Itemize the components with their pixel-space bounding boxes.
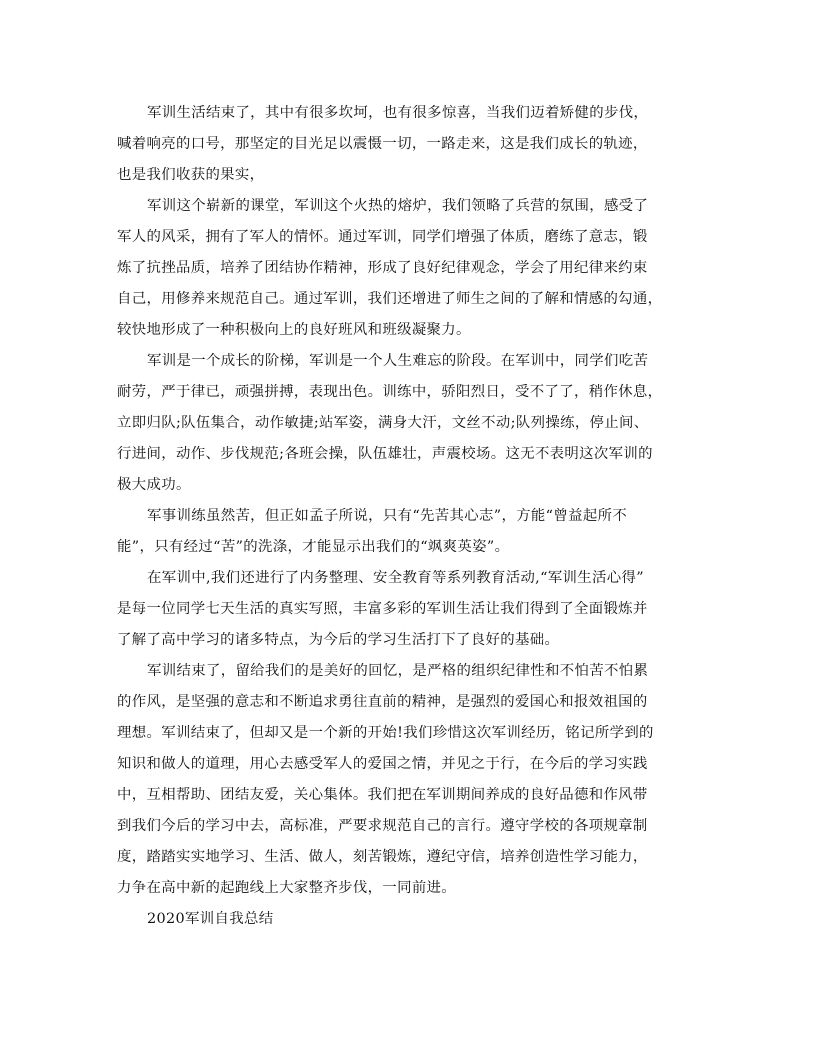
text-line: 军训结束了，留给我们的是美好的回忆，是严格的组织纪律性和不怕苦不怕累	[147, 663, 649, 679]
closing-heading: 2020军训自我总结	[147, 911, 274, 927]
paragraph	[117, 191, 697, 346]
paragraph	[117, 98, 697, 191]
text-line: 军训生活结束了，其中有很多坎坷，也有很多惊喜，当我们迈着矫健的步伐，	[147, 105, 649, 121]
text-line: 度，踏踏实实地学习、生活、做人，刻苦锻炼，遵纪守信，培养创造性学习能力，	[117, 849, 648, 865]
text-line: 较快地形成了一种积极向上的良好班风和班级凝聚力。	[117, 322, 471, 338]
text-line: 知识和做人的道理，用心去感受军人的爱国之情，并见之于行，在今后的学习实践	[117, 756, 648, 772]
text-line: 是每一位同学七天生活的真实写照，丰富多彩的军训生活让我们得到了全面锻炼并	[117, 601, 648, 617]
paragraph	[117, 346, 697, 501]
text-line: 军训是一个成长的阶梯，军训是一个人生难忘的阶段。在军训中，同学们吃苦	[147, 353, 649, 369]
text-line: 耐劳，严于律已，顽强拼搏，表现出色。训练中，骄阳烈日，受不了了，稍作休息，	[117, 384, 663, 400]
paragraph	[117, 656, 697, 904]
text-line: 自己，用修养来规范自己。通过军训，我们还增进了师生之间的了解和情感的勾通，	[117, 291, 663, 307]
text-line: 中，互相帮助、团结友爱，关心集体。我们把在军训期间养成的良好品德和作风带	[117, 787, 648, 803]
text-line: 能”，只有经过“苦”的洗涤，才能显示出我们的“飒爽英姿”。	[117, 539, 510, 555]
text-line: 理想。军训结束了，但却又是一个新的开始!我们珍惜这次军训经历，铭记所学到的	[117, 725, 654, 741]
text-line: 在军训中,我们还进行了内务整理、安全教育等系列教育活动,“军训生活心得”	[147, 570, 644, 586]
text-line: 立即归队;队伍集合，动作敏捷;站军姿，满身大汗，文丝不动;队列操练，停止间、	[117, 415, 649, 431]
text-line: 军事训练虽然苦，但正如孟子所说，只有“先苦其心志”，方能“曾益起所不	[147, 508, 628, 524]
text-line: 极大成功。	[117, 477, 191, 493]
text-line: 到我们今后的学习中去，高标准，严要求规范自己的言行。遵守学校的各项规章制	[117, 818, 648, 834]
text-line: 行进间，动作、步伐规范;各班会操，队伍雄壮，声震校场。这无不表明这次军训的	[117, 446, 653, 462]
text-line: 炼了抗挫品质，培养了团结协作精神，形成了良好纪律观念，学会了用纪律来约束	[117, 260, 648, 276]
text-line: 了解了高中学习的诸多特点，为今后的学习生活打下了良好的基础。	[117, 632, 560, 648]
text-line: 也是我们收获的果实，	[117, 167, 265, 183]
document-body	[117, 98, 697, 935]
text-line: 军人的风采，拥有了军人的情怀。通过军训，同学们增强了体质，磨练了意志，锻	[117, 229, 648, 245]
text-line: 的作风，是坚强的意志和不断追求勇往直前的精神，是强烈的爱国心和报效祖国的	[117, 694, 648, 710]
text-line: 喊着响亮的口号，那坚定的目光足以震慑一切，一路走来，这是我们成长的轨迹，	[117, 136, 648, 152]
text-line: 力争在高中新的起跑线上大家整齐步伐，一同前进。	[117, 880, 457, 896]
text-line: 军训这个崭新的课堂，军训这个火热的熔炉，我们领略了兵营的氛围，感受了	[147, 198, 649, 214]
paragraph	[117, 563, 697, 656]
paragraph	[117, 501, 697, 563]
